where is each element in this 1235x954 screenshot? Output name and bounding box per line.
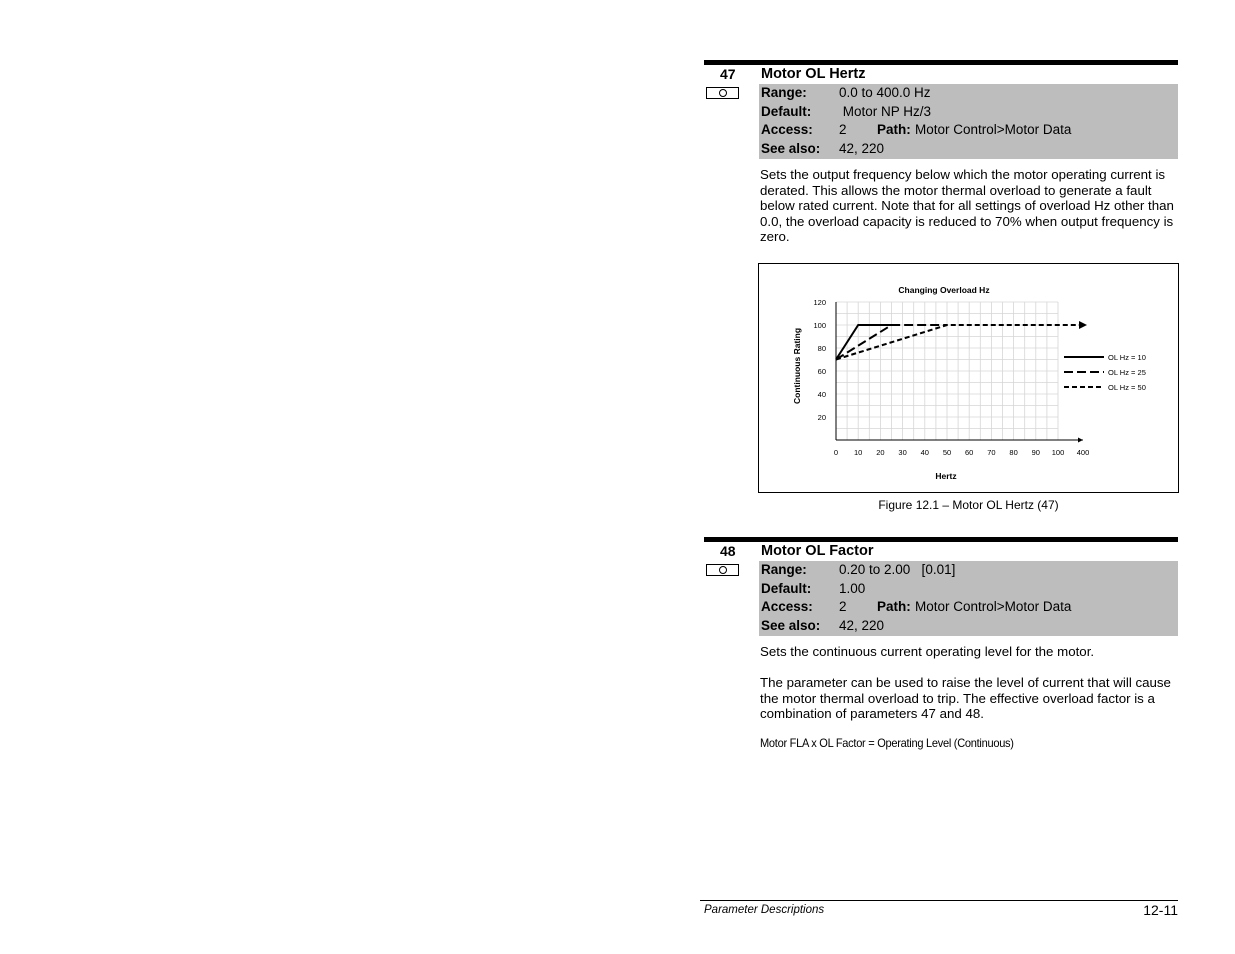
parameter-info-box <box>759 561 1178 636</box>
access-value: 2 <box>839 122 847 137</box>
path-value: Motor Control>Motor Data <box>915 122 1072 137</box>
chart-y-axis-label: Continuous Rating <box>792 327 802 405</box>
x-tick-label: 60 <box>965 448 974 457</box>
footer-rule <box>700 900 1178 901</box>
parameter-info-box <box>759 84 1178 159</box>
series-line-3 <box>836 325 1083 360</box>
x-tick-label: 100 <box>1051 448 1065 457</box>
x-tick-label: 0 <box>833 448 839 457</box>
figure-caption: Figure 12.1 – Motor OL Hertz (47) <box>878 498 1059 512</box>
formula: Motor FLA x OL Factor = Operating Level (Continuous) <box>760 736 1014 750</box>
legend-label: OL Hz = 50 <box>1108 383 1146 392</box>
range-value: 0.20 to 2.00 [0.01] <box>839 562 956 577</box>
access-label: Access: <box>761 599 813 614</box>
y-tick-label: 20 <box>817 413 826 422</box>
access-value: 2 <box>839 599 847 614</box>
x-axis-arrow <box>1078 438 1083 443</box>
chart-x-axis-label: Hertz <box>935 471 957 481</box>
parameter-48-description-1: Sets the continuous current operating level for the motor. <box>760 644 1095 659</box>
parameter-47-block <box>704 60 1178 156</box>
x-tick-label: 90 <box>1031 448 1040 457</box>
access-label: Access: <box>761 122 813 137</box>
parameter-name: Motor OL Hertz <box>761 66 866 82</box>
default-label: Default: <box>761 104 812 119</box>
x-tick-label: 50 <box>942 448 952 457</box>
read-write-icon <box>706 87 739 99</box>
y-tick-label: 80 <box>817 344 826 353</box>
chart-legend <box>1064 353 1146 392</box>
legend-label: OL Hz = 25 <box>1108 368 1146 377</box>
see-also-value: 42, 220 <box>839 141 885 156</box>
parameter-header <box>704 542 1178 561</box>
overload-chart <box>759 264 1178 492</box>
read-write-icon <box>706 564 739 576</box>
x-tick-label: 10 <box>854 448 863 457</box>
path-label: Path: <box>877 599 911 614</box>
see-also-label: See also: <box>761 141 821 156</box>
figure-frame <box>758 263 1179 493</box>
chart-lines <box>836 321 1087 360</box>
y-tick-label: 120 <box>813 298 826 307</box>
default-label: Default: <box>761 581 812 596</box>
path-value: Motor Control>Motor Data <box>915 599 1072 614</box>
chart-grid <box>836 302 1058 440</box>
parameter-number: 48 <box>720 543 736 559</box>
parameter-name: Motor OL Factor <box>761 543 874 559</box>
y-tick-label: 40 <box>817 390 826 399</box>
range-label: Range: <box>761 85 807 100</box>
chart-ticks <box>813 298 1089 457</box>
path-label: Path: <box>877 122 911 137</box>
y-tick-label: 100 <box>813 321 826 330</box>
x-tick-label: 400 <box>1076 448 1090 457</box>
see-also-label: See also: <box>761 618 821 633</box>
chart-title: Changing Overload Hz <box>898 285 990 295</box>
parameter-48-block <box>704 537 1178 633</box>
see-also-value: 42, 220 <box>839 618 885 633</box>
footer-section-title: Parameter Descriptions <box>704 904 825 916</box>
x-tick-label: 40 <box>920 448 929 457</box>
chart-axes <box>836 302 1083 443</box>
parameter-header <box>704 65 1178 84</box>
page-number: 12-11 <box>1143 902 1178 918</box>
x-tick-label: 20 <box>876 448 885 457</box>
x-tick-label: 80 <box>1009 448 1018 457</box>
x-tick-label: 30 <box>898 448 907 457</box>
series-arrow <box>1079 321 1087 329</box>
default-value: 1.00 <box>839 581 866 596</box>
default-value: Motor NP Hz/3 <box>839 104 932 119</box>
y-tick-label: 60 <box>817 367 826 376</box>
parameter-number: 47 <box>720 66 736 82</box>
range-value: 0.0 to 400.0 Hz <box>839 85 931 100</box>
x-tick-label: 70 <box>987 448 996 457</box>
parameter-48-description-2: The parameter can be used to raise the level of current that will cause the motor thermal overload to trip. The effective overload factor is a combination of parameters 47 and 48. <box>760 675 1171 722</box>
parameter-47-description: Sets the output frequency below which the motor operating current is derated. This allows the motor thermal overload to generate a fault below rated current. Note that for all settings of overload Hz other than 0.0, the overload capacity is reduced to 70% when output frequency is zero. <box>760 167 1174 245</box>
legend-label: OL Hz = 10 <box>1108 353 1146 362</box>
range-label: Range: <box>761 562 807 577</box>
